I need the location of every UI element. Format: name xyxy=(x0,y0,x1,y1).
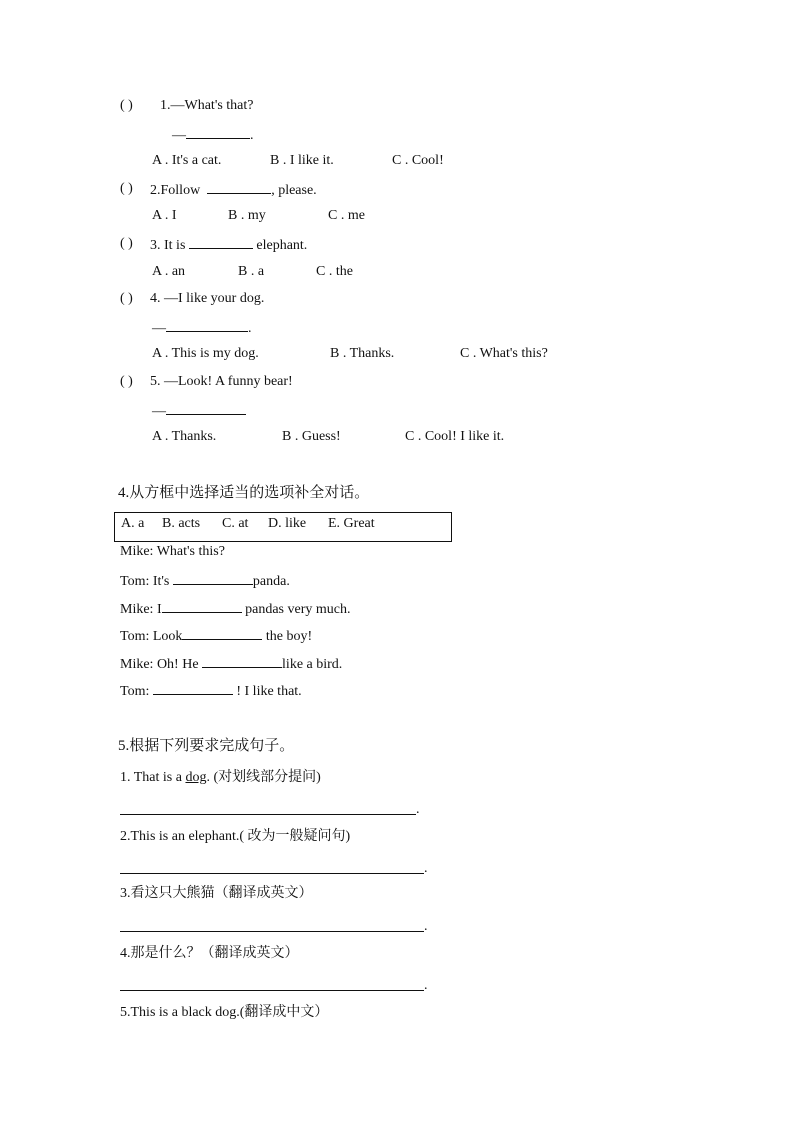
dialogue-line-6: Tom: ! I like that. xyxy=(120,684,302,699)
answer-blank[interactable] xyxy=(207,181,271,194)
option-c: C . Cool! I like it. xyxy=(405,429,505,444)
answer-blank[interactable] xyxy=(166,319,248,332)
question-stem: 3. It is elephant. xyxy=(150,238,308,253)
option-a: A . I xyxy=(152,208,177,223)
option-a: A . It's a cat. xyxy=(152,153,222,168)
option-c: C . the xyxy=(316,264,353,279)
task-3-prompt: 3.看这只大熊猫（翻译成英文） xyxy=(120,886,313,901)
answer-line[interactable] xyxy=(120,990,424,991)
answer-blank[interactable] xyxy=(189,236,253,249)
reply-line[interactable]: — . xyxy=(152,321,252,336)
answer-blank[interactable] xyxy=(186,126,250,139)
answer-blank[interactable] xyxy=(202,655,282,668)
line-end-period: . xyxy=(416,802,420,817)
option-b: B . I like it. xyxy=(270,153,334,168)
section-4-title: 4.从方框中选择适当的选项补全对话。 xyxy=(118,485,370,501)
task-4-prompt: 4.那是什么？（翻译成英文） xyxy=(120,946,299,961)
answer-paren[interactable]: ( ) xyxy=(120,236,133,251)
option-b: B . Guess! xyxy=(282,429,341,444)
answer-line[interactable] xyxy=(120,873,424,874)
line-end-period: . xyxy=(424,919,428,934)
underlined-word: dog xyxy=(185,770,207,785)
task-1-prompt: 1. That is a dog. (对划线部分提问) xyxy=(120,770,321,785)
answer-paren[interactable]: ( ) xyxy=(120,98,133,113)
box-option-e: E. Great xyxy=(328,516,375,531)
dialogue-line-2: Tom: It's panda. xyxy=(120,574,290,589)
question-stem: 1.—What's that? xyxy=(160,98,254,113)
dialogue-line-5: Mike: Oh! He like a bird. xyxy=(120,657,343,672)
line-end-period: . xyxy=(424,861,428,876)
answer-paren[interactable]: ( ) xyxy=(120,181,133,196)
answer-blank[interactable] xyxy=(166,402,246,415)
answer-blank[interactable] xyxy=(182,627,262,640)
option-a: A . an xyxy=(152,264,186,279)
answer-line[interactable] xyxy=(120,931,424,932)
reply-line[interactable]: — xyxy=(152,402,246,420)
option-c: C . Cool! xyxy=(392,153,444,168)
option-c: C . What's this? xyxy=(460,346,548,361)
box-option-c: C. at xyxy=(222,516,249,531)
box-option-b: B. acts xyxy=(162,516,201,531)
option-b: B . Thanks. xyxy=(330,346,395,361)
answer-paren[interactable]: ( ) xyxy=(120,374,133,389)
answer-blank[interactable] xyxy=(162,600,242,613)
answer-line[interactable] xyxy=(120,814,416,815)
task-2-prompt: 2.This is an elephant.( 改为一般疑问句) xyxy=(120,829,351,844)
question-stem: 5. —Look! A funny bear! xyxy=(150,374,293,389)
question-stem: 4. —I like your dog. xyxy=(150,291,265,306)
option-c: C . me xyxy=(328,208,365,223)
option-a: A . Thanks. xyxy=(152,429,217,444)
option-b: B . a xyxy=(238,264,265,279)
answer-blank[interactable] xyxy=(153,682,233,695)
line-end-period: . xyxy=(424,978,428,993)
reply-line[interactable]: — . xyxy=(172,128,254,143)
dialogue-line-1: Mike: What's this? xyxy=(120,544,225,559)
question-stem: 2.Follow , please. xyxy=(150,183,317,198)
dialogue-line-3: Mike: I pandas very much. xyxy=(120,602,351,617)
option-b: B . my xyxy=(228,208,266,223)
task-5-prompt: 5.This is a black dog.(翻译成中文） xyxy=(120,1005,329,1020)
section-5-title: 5.根据下列要求完成句子。 xyxy=(118,738,295,754)
dialogue-line-4: Tom: Look the boy! xyxy=(120,629,313,644)
box-option-d: D. like xyxy=(268,516,307,531)
box-option-a: A. a xyxy=(121,516,145,531)
option-a: A . This is my dog. xyxy=(152,346,259,361)
answer-paren[interactable]: ( ) xyxy=(120,291,133,306)
answer-blank[interactable] xyxy=(173,572,253,585)
